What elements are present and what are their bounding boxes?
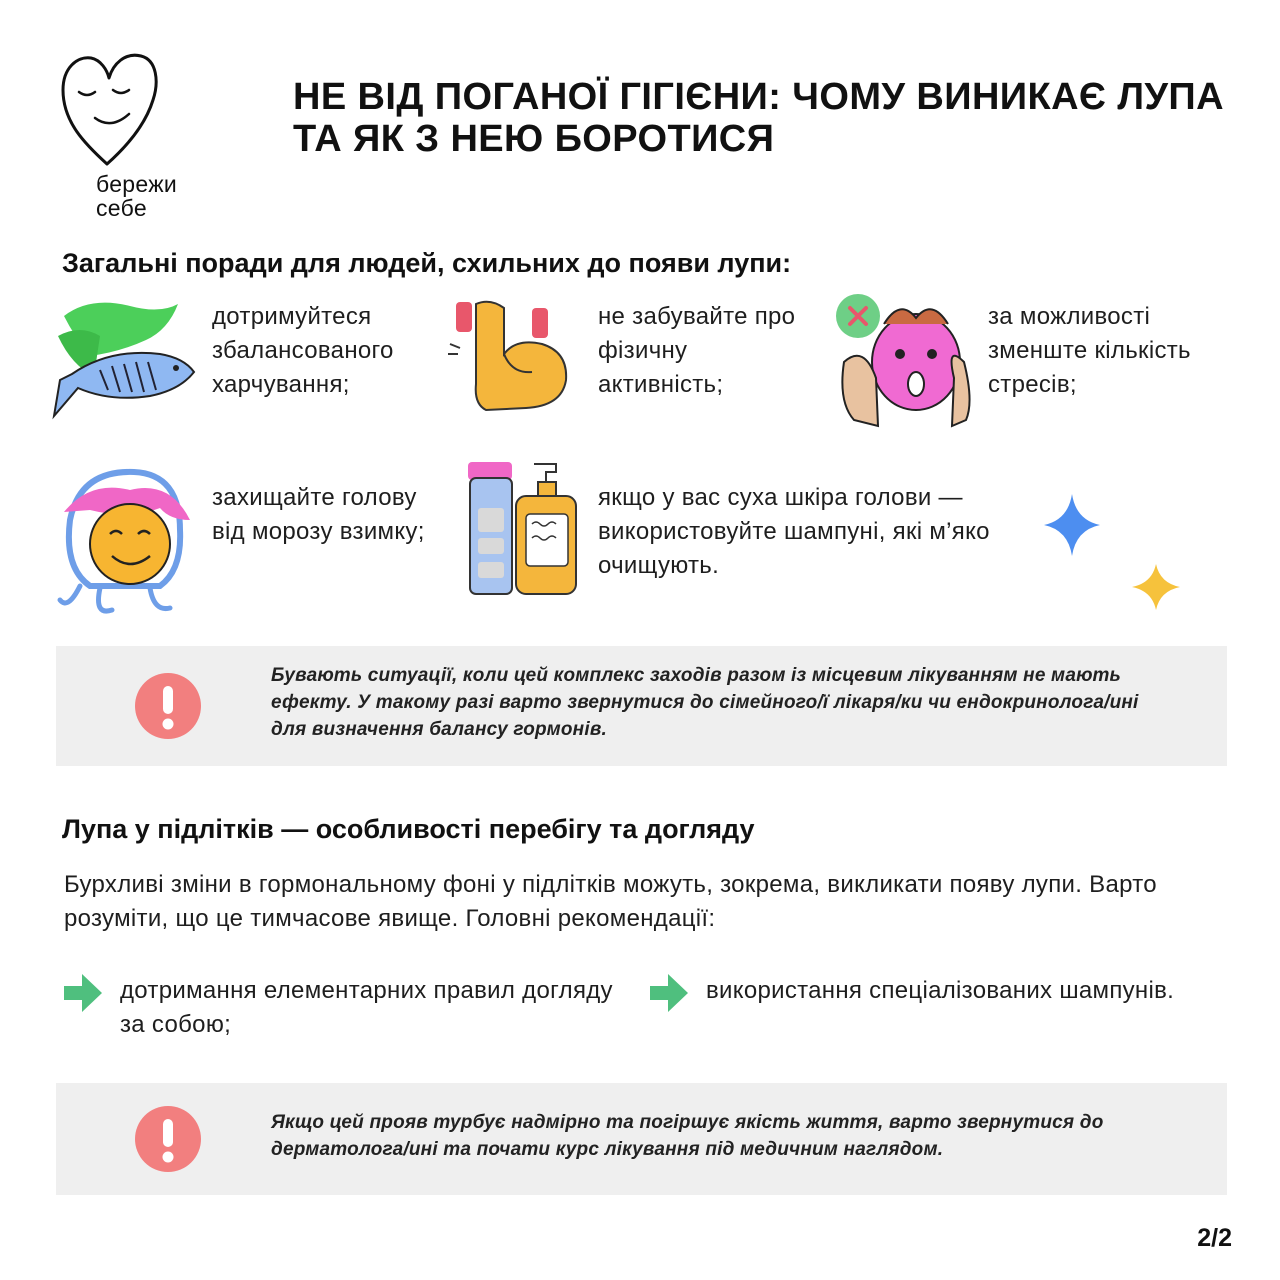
tip-gentle-shampoo: якщо у вас суха шкіра голови — використовуйте шампуні, які м’яко очищують.	[598, 484, 990, 579]
shampoo-bottles-icon	[460, 458, 582, 598]
section-heading-teens: Лупа у підлітків — особливості перебігу та догляду	[62, 814, 755, 844]
note-text-hormones: Бувають ситуації, коли цей комплекс заходів разом із місцевим лікуванням не мають ефекту. У такому разі варто звернутися до сімейного/ї лікаря/ки чи ендокринолога/ині для визначення балансу гормонів.	[271, 665, 1139, 740]
winter-head-icon	[50, 460, 200, 620]
exclamation-icon	[134, 1105, 202, 1173]
arrow-right-icon	[62, 972, 104, 1014]
section-heading-general-tips: Загальні поради для людей, схильних до появи лупи:	[62, 248, 792, 278]
exclamation-icon	[134, 672, 202, 740]
note-text-dermatologist: Якщо цей прояв турбує надмірно та погіршує якість життя, варто звернутися до дерматолога/ині та почати курс лікування під медичним наглядом.	[271, 1112, 1104, 1160]
heart-logo-icon	[55, 52, 165, 172]
page-number: 2/2	[1197, 1224, 1232, 1252]
section-paragraph-teens: Бурхливі зміни в гормональному фоні у підлітків можуть, зокрема, викликати появу лупи. Варто розуміти, що це тимчасове явище. Головні рекомендації:	[64, 871, 1157, 932]
brand-line-1: бережи	[96, 171, 178, 197]
arm-dumbbell-icon	[446, 294, 576, 414]
tip-physical-activity: не забувайте про фізичну активність;	[598, 303, 796, 398]
brand-name	[96, 172, 177, 220]
note-box-hormones	[56, 646, 1227, 766]
sparkle-blue-icon	[1044, 494, 1100, 556]
fish-icon	[50, 296, 200, 426]
tip-balanced-diet: дотримуйтеся збалансованого харчування;	[212, 303, 394, 398]
brand-line-2: себе	[96, 195, 147, 221]
arrow-right-icon	[648, 972, 690, 1014]
page-title: НЕ ВІД ПОГАНОЇ ГІГІЄНИ: ЧОМУ ВИНИКАЄ ЛУПА ТА ЯК З НЕЮ БОРОТИСЯ	[293, 76, 1224, 160]
recommendation-special-shampoo: використання спеціалізованих шампунів.	[706, 977, 1175, 1004]
sparkle-yellow-icon	[1132, 564, 1180, 610]
note-box-dermatologist	[56, 1083, 1227, 1195]
recommendation-self-care: дотримання елементарних правил догляду за собою;	[120, 977, 613, 1038]
stressed-face-icon	[834, 292, 974, 434]
tip-protect-head: захищайте голову від морозу взимку;	[212, 484, 425, 545]
tip-reduce-stress: за можливості зменште кількість стресів;	[988, 303, 1191, 398]
